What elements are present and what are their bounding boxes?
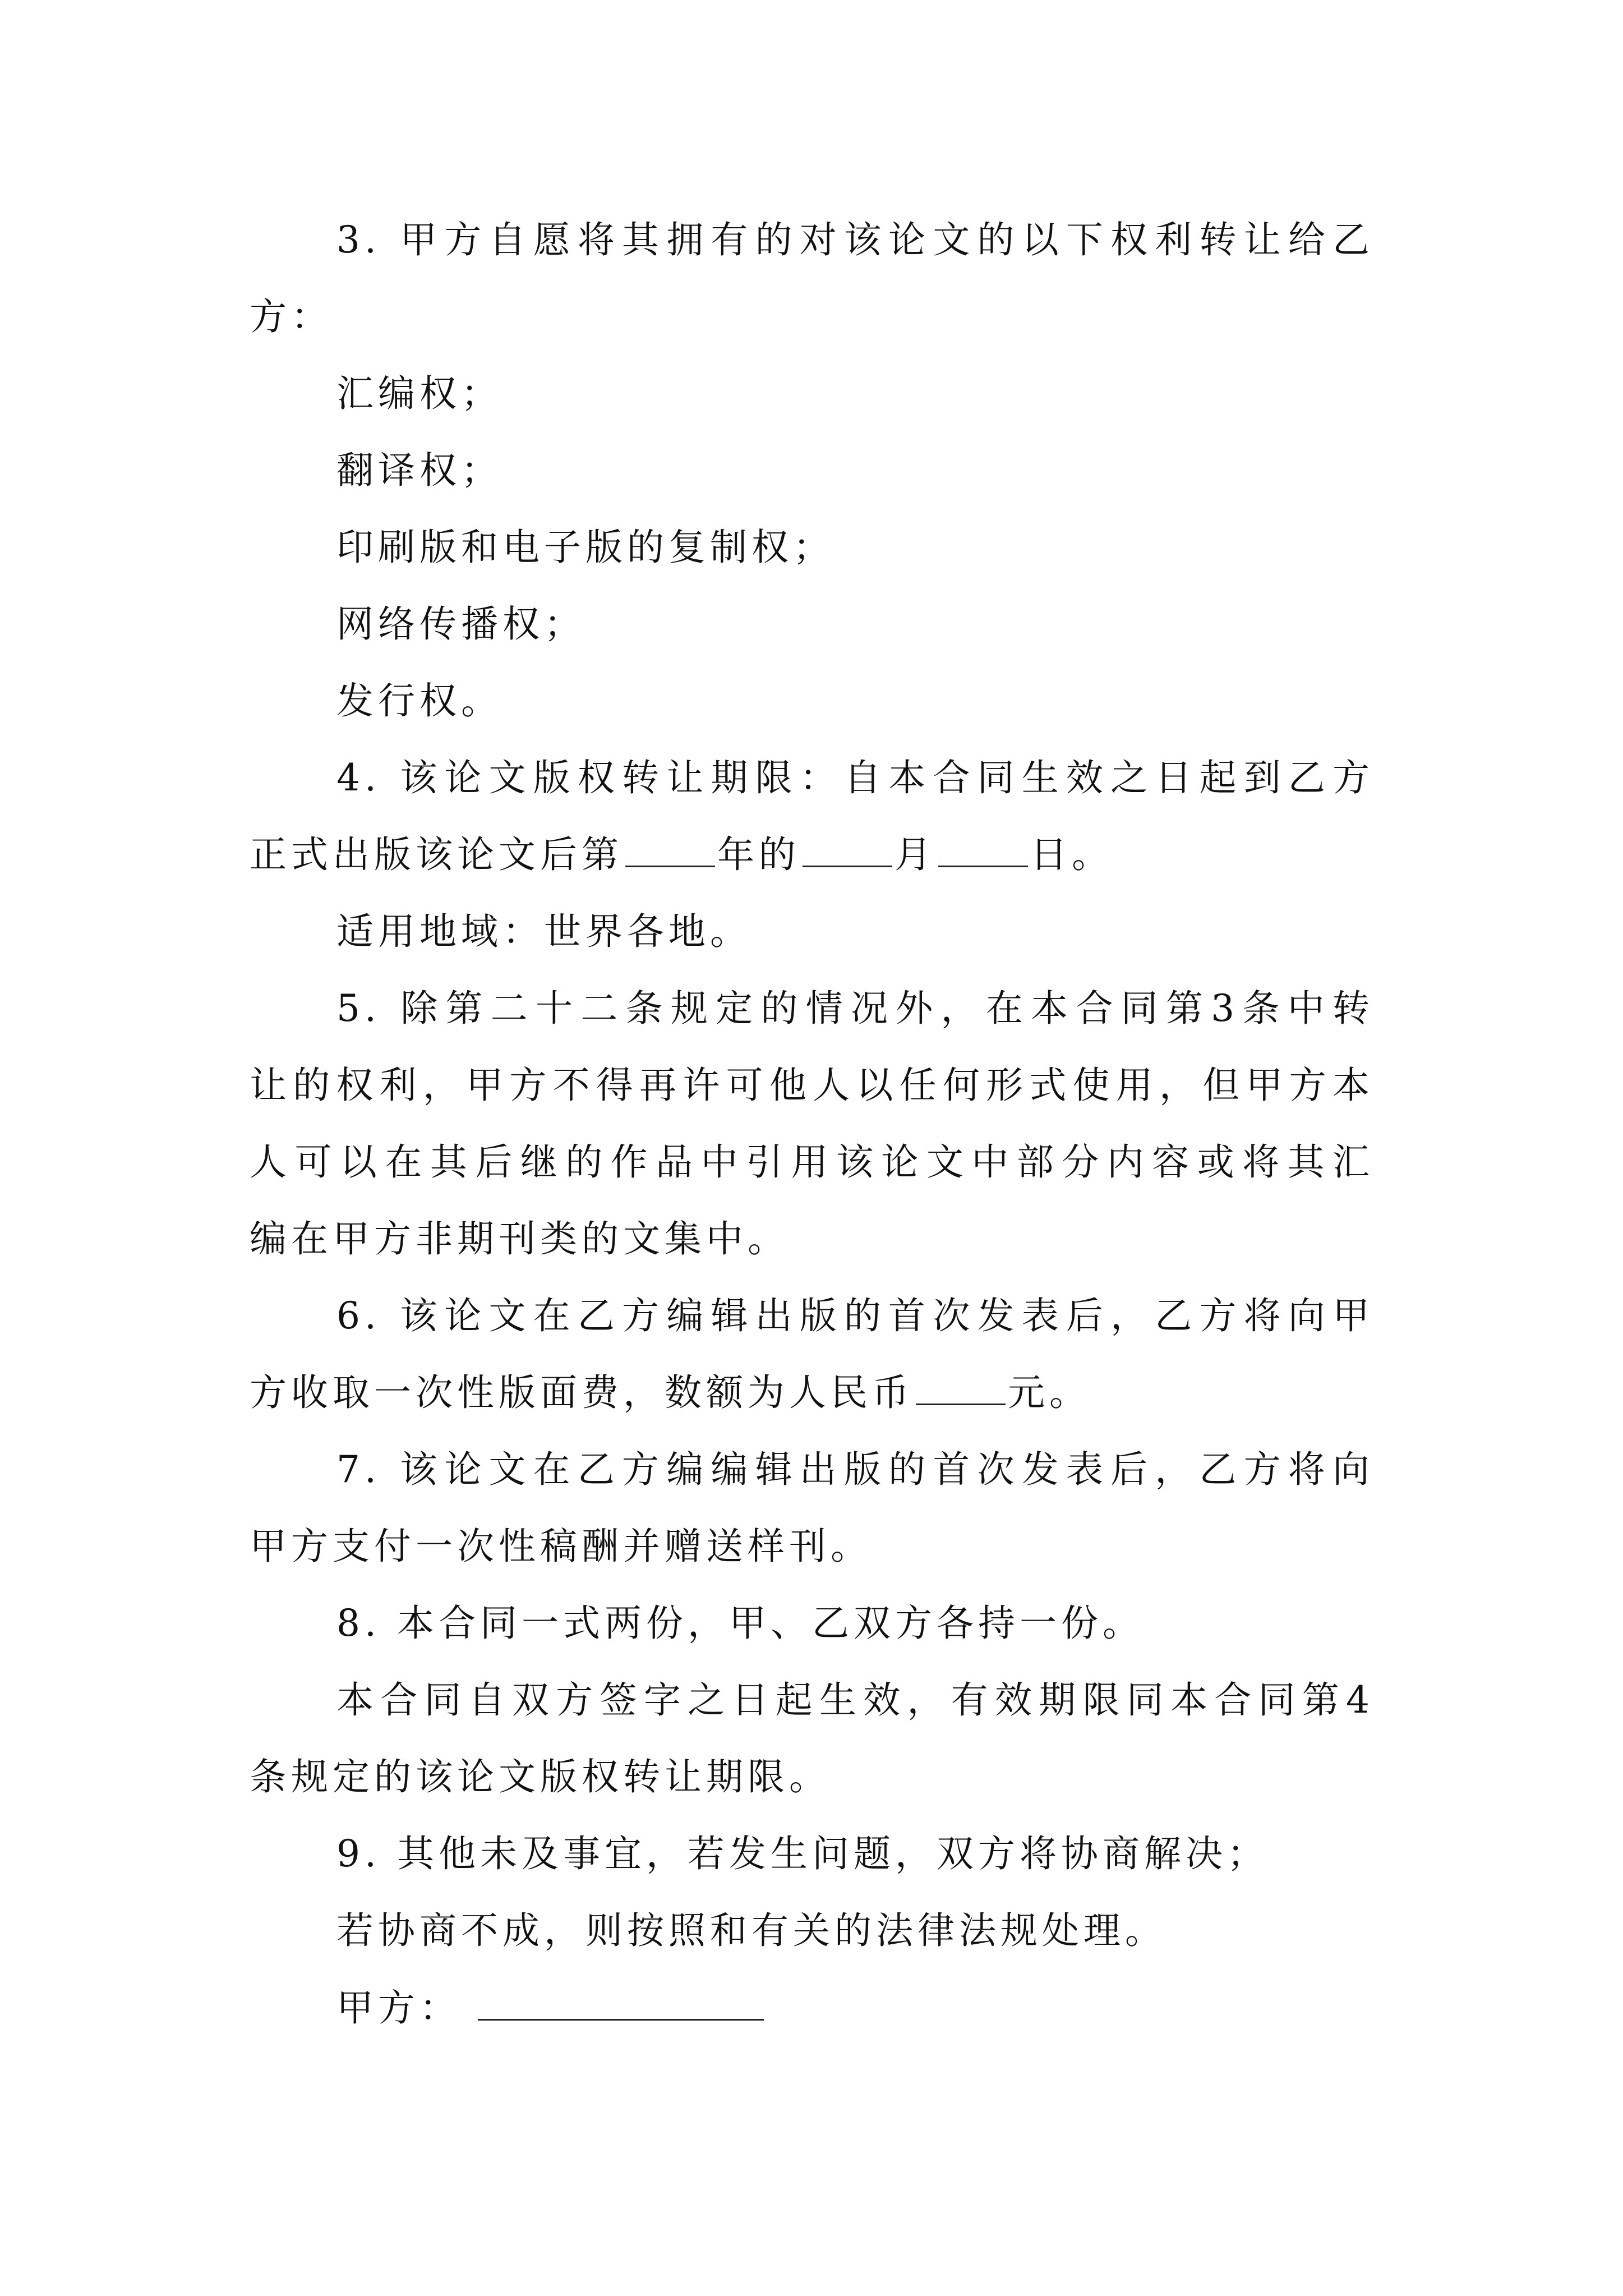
clause-4-text-a: 正式出版该论文后第: [250, 833, 623, 876]
right-item-reproduction: 印刷版和电子版的复制权；: [336, 526, 834, 569]
clause-4-region: 适用地域：世界各地。: [336, 910, 751, 953]
year-blank: [625, 834, 715, 867]
clause-4-text-b: 年的: [717, 833, 800, 876]
clause-4-line-2: [250, 832, 1113, 877]
clause-5-line-4: 编在甲方非期刊类的文集中。: [250, 1217, 789, 1260]
day-blank: [938, 834, 1028, 867]
clause-6-text-b: 元。: [1008, 1371, 1091, 1414]
clause-7-line-2: 甲方支付一次性稿酬并赠送样刊。: [250, 1525, 872, 1568]
party-a-signature-line: [336, 1985, 764, 2030]
clause-5-line-3: 人可以在其后继的作品中引用该论文中部分内容或将其汇: [250, 1140, 1374, 1184]
clause-9-line-2: 若协商不成，则按照和有关的法律法规处理。: [336, 1909, 1166, 1952]
right-item-translation: 翻译权；: [336, 449, 502, 492]
clause-8-line-1: 8. 本合同一式两份，甲、乙双方各持一份。: [336, 1602, 1144, 1645]
clause-8-line-3: 条规定的该论文版权转让期限。: [250, 1755, 831, 1798]
right-item-distribution: 发行权。: [336, 679, 502, 723]
clause-6-line-1: 6. 该论文在乙方编辑出版的首次发表后，乙方将向甲: [336, 1294, 1374, 1337]
right-item-compilation: 汇编权；: [336, 372, 502, 415]
clause-4-line-1: 4. 该论文版权转让期限：自本合同生效之日起到乙方: [336, 756, 1374, 799]
clause-4-text-d: 日。: [1030, 833, 1113, 876]
clause-8-line-2: 本合同自双方签字之日起生效，有效期限同本合同第4: [336, 1678, 1374, 1722]
clause-5-line-1: 5. 除第二十二条规定的情况外，在本合同第3条中转: [336, 987, 1374, 1030]
clause-6-text-a: 方收取一次性版面费，数额为人民币: [250, 1371, 914, 1414]
clause-7-line-1: 7. 该论文在乙方编编辑出版的首次发表后，乙方将向: [336, 1448, 1374, 1491]
clause-3-line-2: 方：: [250, 295, 333, 338]
clause-5-line-2: 让的权利，甲方不得再许可他人以任何形式使用，但甲方本: [250, 1064, 1374, 1107]
right-item-network: 网络传播权；: [336, 602, 585, 646]
month-blank: [803, 834, 892, 867]
party-a-label: 甲方：: [336, 1986, 461, 2030]
clause-4-text-c: 月: [895, 833, 936, 876]
clause-6-line-2: [250, 1370, 1091, 1415]
clause-3-line-1: 3. 甲方自愿将其拥有的对该论文的以下权利转让给乙: [336, 218, 1374, 261]
fee-amount-blank: [916, 1372, 1006, 1405]
clause-9-line-1: 9. 其他未及事宜，若发生问题，双方将协商解决；: [336, 1832, 1269, 1875]
party-a-signature-blank: [478, 1985, 764, 2021]
